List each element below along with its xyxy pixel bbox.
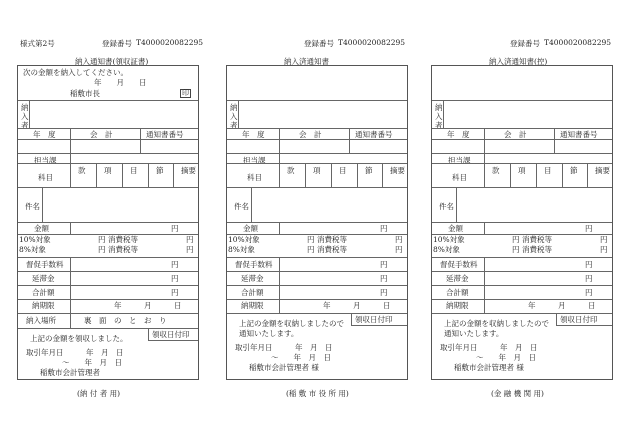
rule xyxy=(70,299,71,313)
payer-char: 納 xyxy=(21,103,29,112)
rule xyxy=(29,100,30,128)
rule xyxy=(18,313,198,314)
slip-2 xyxy=(226,65,408,380)
rule xyxy=(42,187,43,222)
late-fee-label: 延滞金 xyxy=(446,274,469,283)
subject-col-1: 項 xyxy=(313,166,321,175)
rule xyxy=(279,285,280,299)
rule xyxy=(484,163,485,187)
confirm-line: 取引年月日 年 月 日 xyxy=(235,343,333,352)
fiscal-year-label: 年 度 xyxy=(242,130,265,139)
rule xyxy=(432,285,612,286)
rule xyxy=(484,128,485,153)
registration-label: 登録番号 xyxy=(102,39,132,48)
tax8-consumption: 消費税等 xyxy=(522,245,552,254)
rule xyxy=(279,257,280,271)
subject-col-0: 款 xyxy=(287,166,295,175)
total-label: 合計額 xyxy=(446,288,469,297)
total-yen: 円 xyxy=(171,288,179,297)
rule xyxy=(562,163,563,187)
deadline-date: 年 月 日 xyxy=(323,301,391,310)
rule xyxy=(140,128,141,153)
notice-number-label: 通知書番号 xyxy=(355,130,393,139)
rule xyxy=(484,153,485,163)
tax10-yen: 円 xyxy=(98,235,106,244)
subject-label: 科目 xyxy=(247,173,262,182)
item-name-label: 件名 xyxy=(439,202,454,211)
rule xyxy=(484,299,485,313)
confirm-line: 稲敷市会計管理者 様 xyxy=(454,363,524,372)
notice-number-label: 通知書番号 xyxy=(560,130,598,139)
slip-1 xyxy=(17,65,199,380)
department-label: 担当課 xyxy=(448,156,471,165)
rule xyxy=(331,163,332,187)
late-fee-label: 延滞金 xyxy=(241,274,264,283)
late-fee-label: 延滞金 xyxy=(32,274,55,283)
rule xyxy=(227,128,407,129)
tax8-label: 8%対象 xyxy=(433,245,460,254)
tax8-consumption: 消費税等 xyxy=(108,245,138,254)
rule xyxy=(227,313,407,314)
tax10-label: 10%対象 xyxy=(433,235,465,244)
rule xyxy=(305,163,306,187)
subject-col-2: 目 xyxy=(130,166,138,175)
payer-char: 者 xyxy=(21,121,29,130)
rule xyxy=(357,163,358,187)
rule xyxy=(227,222,407,223)
rule xyxy=(227,163,407,164)
notice-number-label: 通知書番号 xyxy=(146,130,184,139)
rule xyxy=(18,328,198,329)
rule xyxy=(251,187,252,222)
tax8-label: 8%対象 xyxy=(19,245,46,254)
slip-title: 納入済通知書 xyxy=(284,57,329,66)
rule xyxy=(70,285,71,299)
account-label: 会 計 xyxy=(90,130,113,139)
rule xyxy=(432,187,612,188)
rule xyxy=(351,325,407,326)
amount-label: 金額 xyxy=(243,224,258,233)
rule xyxy=(18,299,198,300)
total-yen: 円 xyxy=(380,288,388,297)
rule xyxy=(382,163,383,187)
rule xyxy=(70,163,71,187)
mayor-name: 稲敷市長 xyxy=(70,89,100,98)
rule xyxy=(432,100,612,101)
rule xyxy=(18,153,198,154)
payer-char: 者 xyxy=(435,121,443,130)
rule xyxy=(432,222,612,223)
confirm-line: 上記の金額を領収しました。 xyxy=(30,334,128,343)
subject-col-2: 目 xyxy=(339,166,347,175)
rule xyxy=(484,285,485,299)
tax8-yen: 円 xyxy=(307,245,315,254)
late-fee-yen: 円 xyxy=(585,274,593,283)
rule xyxy=(484,271,485,285)
tax10-yen2: 円 xyxy=(395,235,403,244)
rule xyxy=(279,299,280,313)
payment-place-label: 納入場所 xyxy=(26,316,56,325)
rule xyxy=(432,257,612,258)
rule xyxy=(18,271,198,272)
payer-char: 入 xyxy=(435,112,443,121)
stamp-label: 領収日付印 xyxy=(355,315,393,324)
payment-place-value: 裏 面 の と お り xyxy=(84,316,167,325)
rule xyxy=(18,257,198,258)
late-fee-yen: 円 xyxy=(171,274,179,283)
confirm-line: 取引年月日 年 月 日 xyxy=(26,348,124,357)
reminder-fee-label: 督促手数料 xyxy=(235,260,273,269)
amount-label: 金額 xyxy=(34,224,49,233)
rule xyxy=(554,128,555,153)
rule xyxy=(484,222,485,234)
rule xyxy=(122,163,123,187)
tax10-consumption: 消費税等 xyxy=(317,235,347,244)
tax8-yen2: 円 xyxy=(395,245,403,254)
tax10-label: 10%対象 xyxy=(228,235,260,244)
registration-number: T4000020082295 xyxy=(544,38,612,47)
confirm-line: 〜 年 月 日 xyxy=(476,353,536,362)
rule xyxy=(510,163,511,187)
slip-footer: (金 融 機 関 用) xyxy=(491,389,544,398)
rule xyxy=(227,100,407,101)
rule xyxy=(227,271,407,272)
deadline-label: 納期限 xyxy=(32,301,55,310)
rule xyxy=(238,100,239,128)
subject-col-3: 節 xyxy=(156,166,164,175)
confirm-line: 上記の金額を収納しましたので xyxy=(239,319,344,328)
tax8-label: 8%対象 xyxy=(228,245,255,254)
account-label: 会 計 xyxy=(299,130,322,139)
rule xyxy=(70,257,71,271)
rule xyxy=(484,257,485,271)
rule xyxy=(18,222,198,223)
payer-char: 納 xyxy=(230,103,238,112)
rule xyxy=(18,163,198,164)
subject-col-4: 摘要 xyxy=(181,166,196,175)
fiscal-year-label: 年 度 xyxy=(447,130,470,139)
subject-col-0: 款 xyxy=(78,166,86,175)
rule xyxy=(70,128,71,153)
rule xyxy=(443,100,444,128)
subject-col-0: 款 xyxy=(492,166,500,175)
confirm-line: 取引年月日 年 月 日 xyxy=(440,343,538,352)
rule xyxy=(279,271,280,285)
department-label: 担当課 xyxy=(243,156,266,165)
confirm-line: 稲敷市会計管理者 様 xyxy=(249,363,319,372)
reminder-fee-label: 督促手数料 xyxy=(440,260,478,269)
amount-label: 金額 xyxy=(448,224,463,233)
rule xyxy=(18,139,198,140)
slip-title: 納入通知書(領収証書) xyxy=(75,57,149,66)
reminder-fee-yen: 円 xyxy=(585,260,593,269)
rule xyxy=(432,153,612,154)
slip-title: 納入済通知書(控) xyxy=(489,57,548,66)
rule xyxy=(148,163,149,187)
tax8-yen2: 円 xyxy=(600,245,608,254)
rule xyxy=(70,153,71,163)
rule xyxy=(432,271,612,272)
rule xyxy=(148,328,149,340)
message-date: 年 月 日 xyxy=(94,78,147,87)
rule xyxy=(351,313,352,325)
rule xyxy=(432,313,612,314)
rule xyxy=(70,222,71,234)
confirm-line: 通知いたします。 xyxy=(444,329,504,338)
tax10-yen: 円 xyxy=(512,235,520,244)
reminder-fee-yen: 円 xyxy=(380,260,388,269)
reminder-fee-label: 督促手数料 xyxy=(26,260,64,269)
rule xyxy=(227,153,407,154)
total-label: 合計額 xyxy=(32,288,55,297)
rule xyxy=(349,128,350,153)
rule xyxy=(96,163,97,187)
rule xyxy=(279,163,280,187)
tax10-yen2: 円 xyxy=(186,235,194,244)
tax8-yen: 円 xyxy=(512,245,520,254)
deadline-date: 年 月 日 xyxy=(528,301,596,310)
subject-col-4: 摘要 xyxy=(390,166,405,175)
rule xyxy=(556,313,557,325)
rule xyxy=(18,285,198,286)
payer-char: 入 xyxy=(21,112,29,121)
rule xyxy=(456,187,457,222)
payer-char: 納 xyxy=(435,103,443,112)
registration-number: T4000020082295 xyxy=(338,38,406,47)
confirm-line: 稲敷市会計管理者 xyxy=(40,368,100,377)
payer-char: 入 xyxy=(230,112,238,121)
subject-col-2: 目 xyxy=(544,166,552,175)
rule xyxy=(432,139,612,140)
rule xyxy=(432,128,612,129)
tax10-yen: 円 xyxy=(307,235,315,244)
rule xyxy=(432,163,612,164)
confirm-line: 通知いたします。 xyxy=(239,329,299,338)
rule xyxy=(432,299,612,300)
rule xyxy=(70,271,71,285)
rule xyxy=(279,222,280,234)
rule xyxy=(227,299,407,300)
total-label: 合計額 xyxy=(241,288,264,297)
subject-label: 科目 xyxy=(452,173,467,182)
stamp-label: 領収日付印 xyxy=(560,315,598,324)
rule xyxy=(587,163,588,187)
message-line: 次の金額を納入してください。 xyxy=(23,68,128,77)
amount-yen: 円 xyxy=(380,224,388,233)
rule xyxy=(279,153,280,163)
amount-yen: 円 xyxy=(585,224,593,233)
amount-yen: 円 xyxy=(171,224,179,233)
subject-col-3: 節 xyxy=(365,166,373,175)
slip-footer: (納 付 者 用) xyxy=(77,389,121,398)
confirm-line: 〜 年 月 日 xyxy=(62,358,122,367)
tax10-consumption: 消費税等 xyxy=(108,235,138,244)
rule xyxy=(227,257,407,258)
registration-number: T4000020082295 xyxy=(136,38,204,47)
rule xyxy=(18,100,198,101)
subject-label: 科目 xyxy=(38,173,53,182)
tax8-yen2: 円 xyxy=(186,245,194,254)
stamp-label: 領収日付印 xyxy=(152,330,190,339)
registration-label: 登録番号 xyxy=(304,39,334,48)
subject-col-1: 項 xyxy=(104,166,112,175)
deadline-date: 年 月 日 xyxy=(114,301,182,310)
account-label: 会 計 xyxy=(504,130,527,139)
payer-char: 者 xyxy=(230,121,238,130)
subject-col-1: 項 xyxy=(518,166,526,175)
item-name-label: 件名 xyxy=(234,202,249,211)
tax8-consumption: 消費税等 xyxy=(317,245,347,254)
confirm-line: 上記の金額を収納しましたので xyxy=(444,319,549,328)
rule xyxy=(148,340,198,341)
confirm-line: 〜 年 月 日 xyxy=(271,353,331,362)
department-label: 担当課 xyxy=(34,156,57,165)
slip-footer: (稲 敷 市 役 所 用) xyxy=(286,389,349,398)
rule xyxy=(227,285,407,286)
rule xyxy=(279,128,280,153)
rule xyxy=(536,163,537,187)
reminder-fee-yen: 円 xyxy=(171,260,179,269)
tax8-yen: 円 xyxy=(98,245,106,254)
deadline-label: 納期限 xyxy=(241,301,264,310)
fiscal-year-label: 年 度 xyxy=(33,130,56,139)
seal-box: 印 xyxy=(182,89,189,97)
rule xyxy=(70,313,71,328)
tax10-yen2: 円 xyxy=(600,235,608,244)
rule xyxy=(173,163,174,187)
rule xyxy=(556,325,612,326)
slip-3 xyxy=(431,65,613,380)
subject-col-4: 摘要 xyxy=(595,166,610,175)
late-fee-yen: 円 xyxy=(380,274,388,283)
subject-col-3: 節 xyxy=(570,166,578,175)
form-number: 様式第2号 xyxy=(20,39,55,48)
registration-label: 登録番号 xyxy=(510,39,540,48)
rule xyxy=(227,139,407,140)
rule xyxy=(227,187,407,188)
rule xyxy=(18,187,198,188)
deadline-label: 納期限 xyxy=(446,301,469,310)
total-yen: 円 xyxy=(585,288,593,297)
rule xyxy=(18,128,198,129)
tax10-label: 10%対象 xyxy=(19,235,51,244)
tax10-consumption: 消費税等 xyxy=(522,235,552,244)
item-name-label: 件名 xyxy=(25,202,40,211)
